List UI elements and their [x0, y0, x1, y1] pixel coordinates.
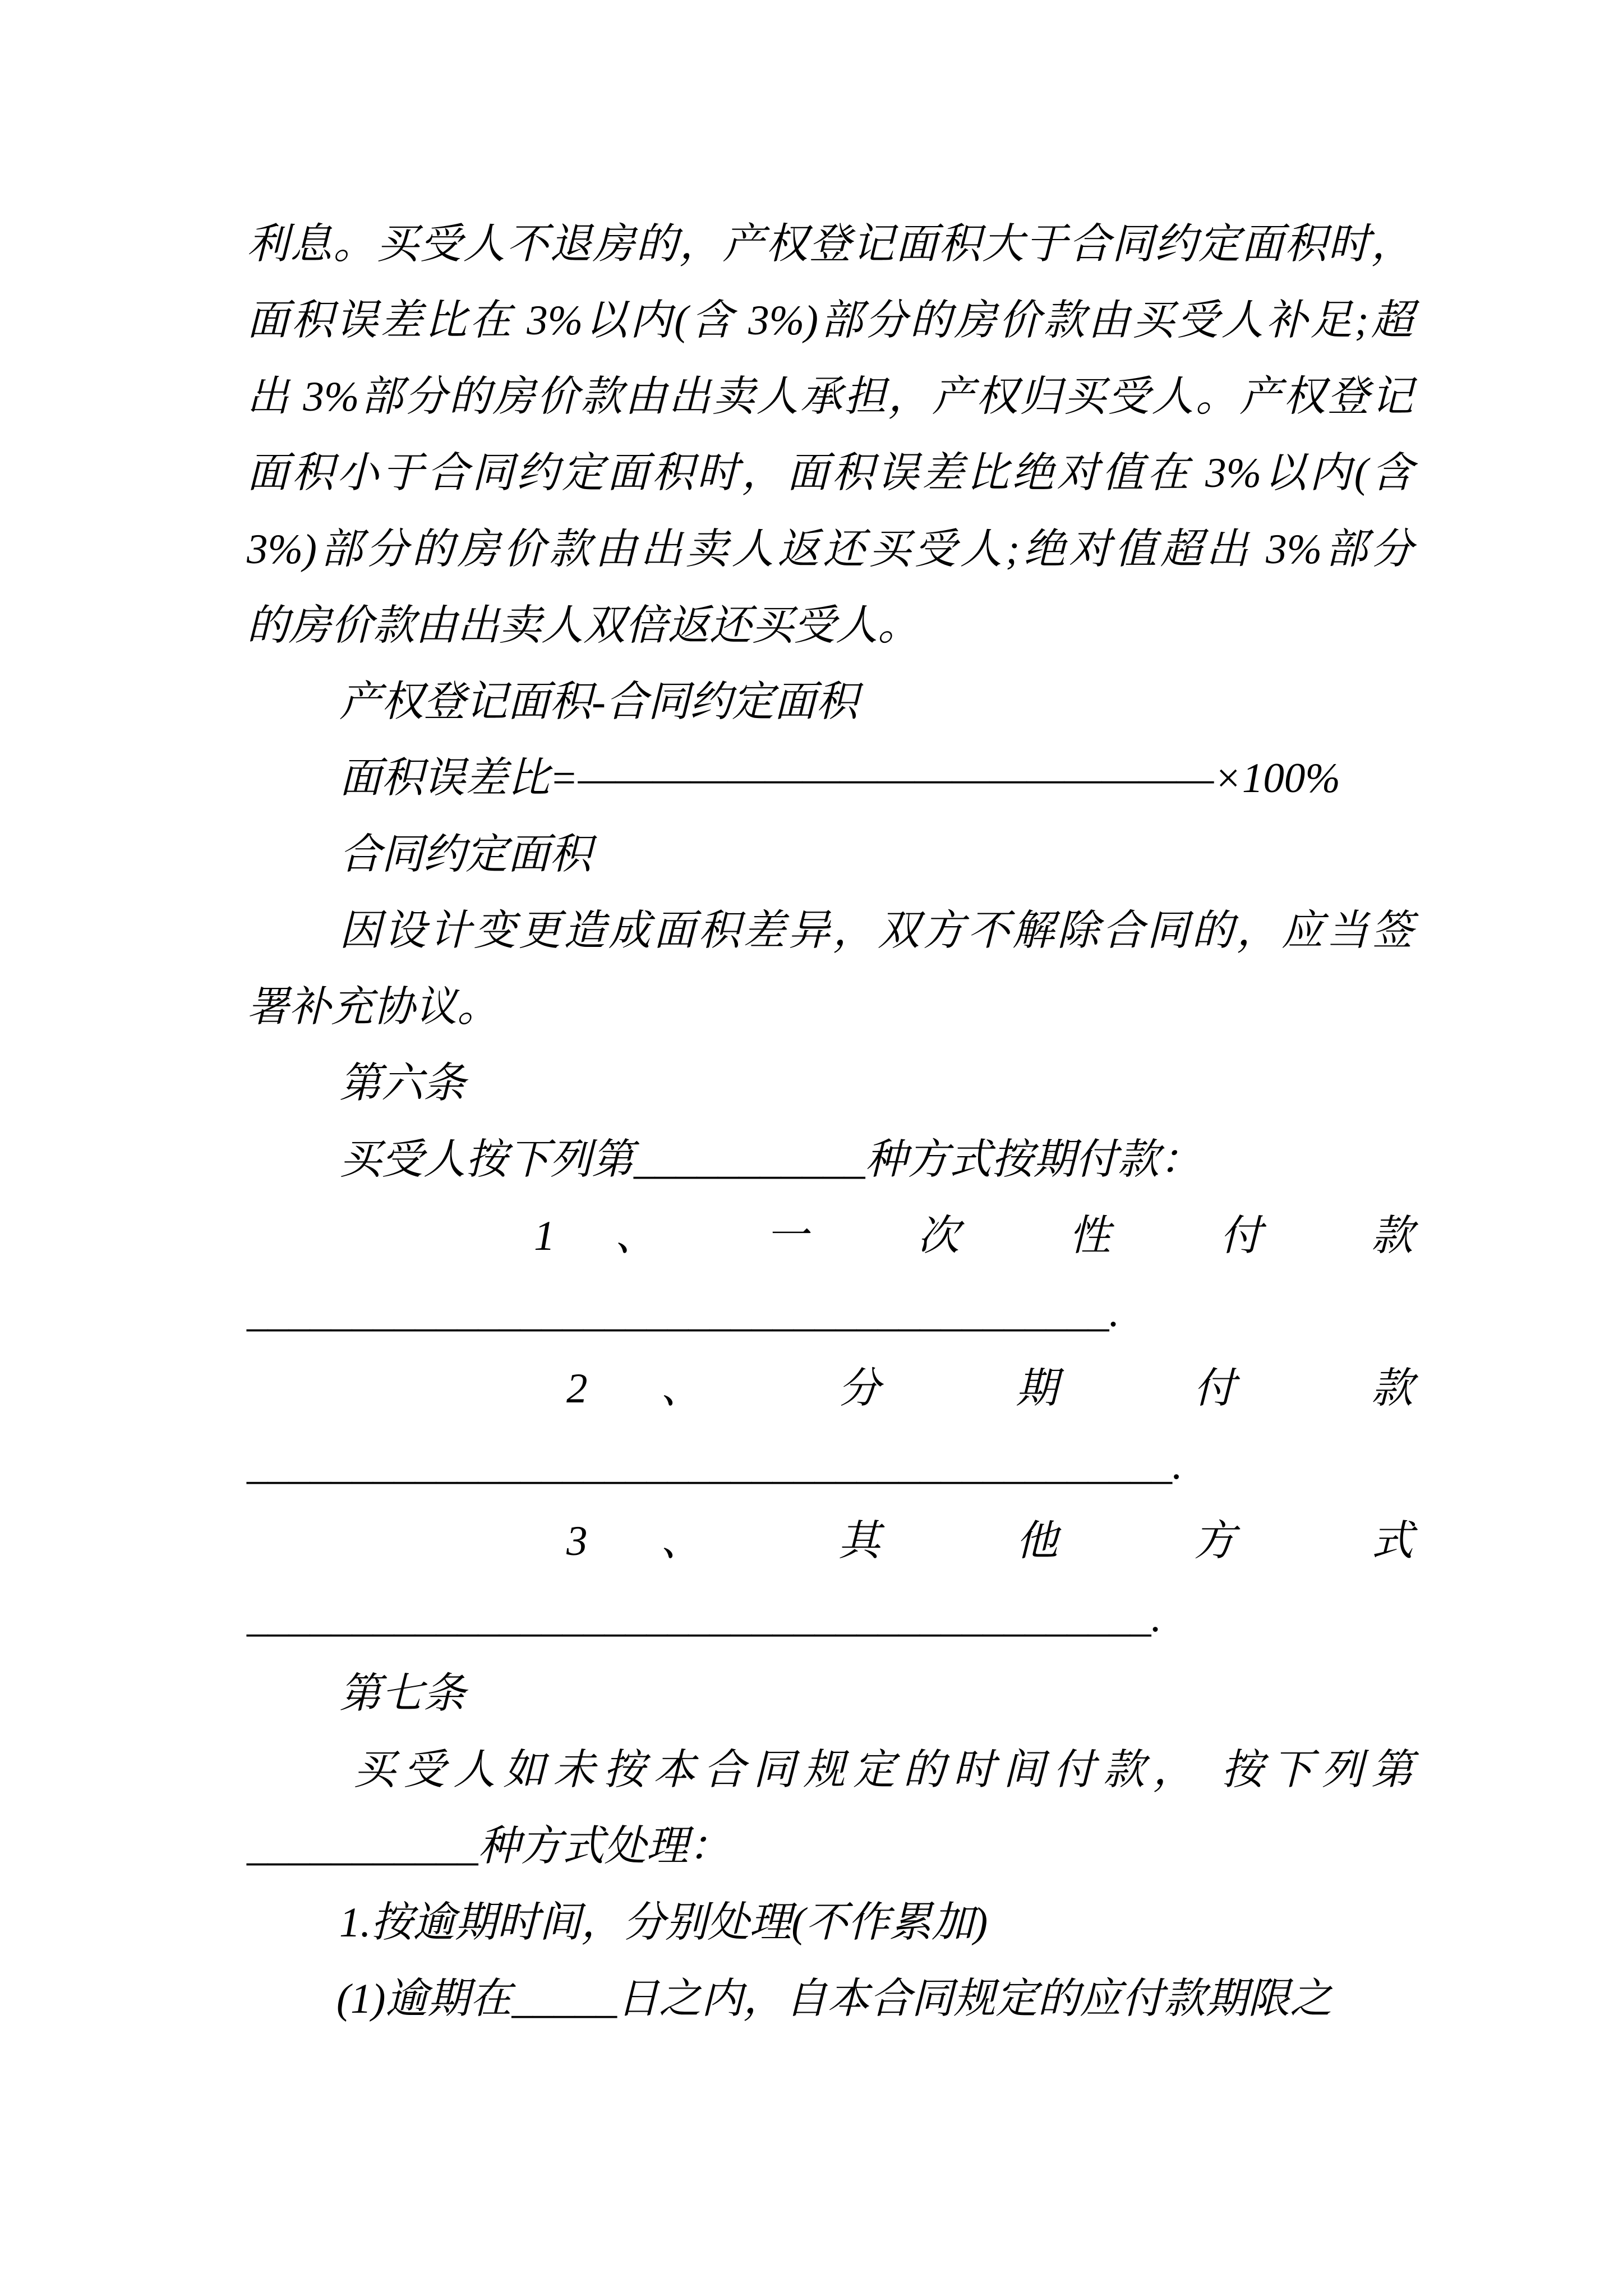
area-error-clause-line-2: 面积误差比在 3%以内(含 3%)部分的房价款由买受人补足;超: [247, 297, 1413, 344]
area-error-clause-line-4: 面积小于合同约定面积时，面积误差比绝对值在 3%以内(含: [247, 450, 1413, 496]
payment-method-prompt: 买受人按下列第___________种方式按期付款：: [339, 1137, 1202, 1183]
article-6-heading: 第六条: [339, 1060, 466, 1107]
design-change-clause-line-1: 因设计变更造成面积差异，双方不解除合同的，应当签: [339, 908, 1413, 954]
payment-option-3-blank: ___________________________________________.: [247, 1594, 1162, 1641]
article-7-heading: 第七条: [339, 1671, 466, 1717]
formula-denominator: 合同约定面积: [339, 831, 592, 878]
area-error-clause-line-3: 出 3%部分的房价款由出卖人承担，产权归买受人。产权登记: [247, 374, 1413, 420]
payment-option-3: 3 、 其 他 方 式: [566, 1518, 1413, 1565]
formula-expression: 面积误差比=—————————————————×100%: [339, 755, 1340, 802]
design-change-clause-line-2: 署补充协议。: [247, 984, 500, 1030]
overdue-handling-option-1: 1.按逾期时间，分别处理(不作累加): [339, 1899, 988, 1946]
payment-option-1-blank: _________________________________________.: [247, 1289, 1120, 1336]
payment-option-1: 1 、 一 次 性 付 款: [534, 1213, 1413, 1259]
payment-option-2: 2 、 分 期 付 款: [566, 1365, 1413, 1412]
late-payment-prompt-line-2: ___________种方式处理：: [247, 1823, 731, 1870]
area-error-clause-line-5: 3%)部分的房价款由出卖人返还买受人;绝对值超出 3%部分: [247, 526, 1413, 573]
area-error-clause-line-6: 的房价款由出卖人双倍返还买受人。: [247, 602, 920, 649]
overdue-handling-option-1-sub-1: (1)逾期在_____日之内，自本合同规定的应付款期限之: [336, 1976, 1332, 2022]
late-payment-prompt-line-1: 买受人如未按本合同规定的时间付款， 按下列第: [353, 1747, 1413, 1793]
formula-numerator: 产权登记面积-合同约定面积: [339, 679, 858, 725]
payment-option-2-blank: ____________________________________________.: [247, 1442, 1183, 1488]
area-error-clause-line-1: 利息。买受人不退房的，产权登记面积大于合同约定面积时，: [247, 221, 1413, 268]
